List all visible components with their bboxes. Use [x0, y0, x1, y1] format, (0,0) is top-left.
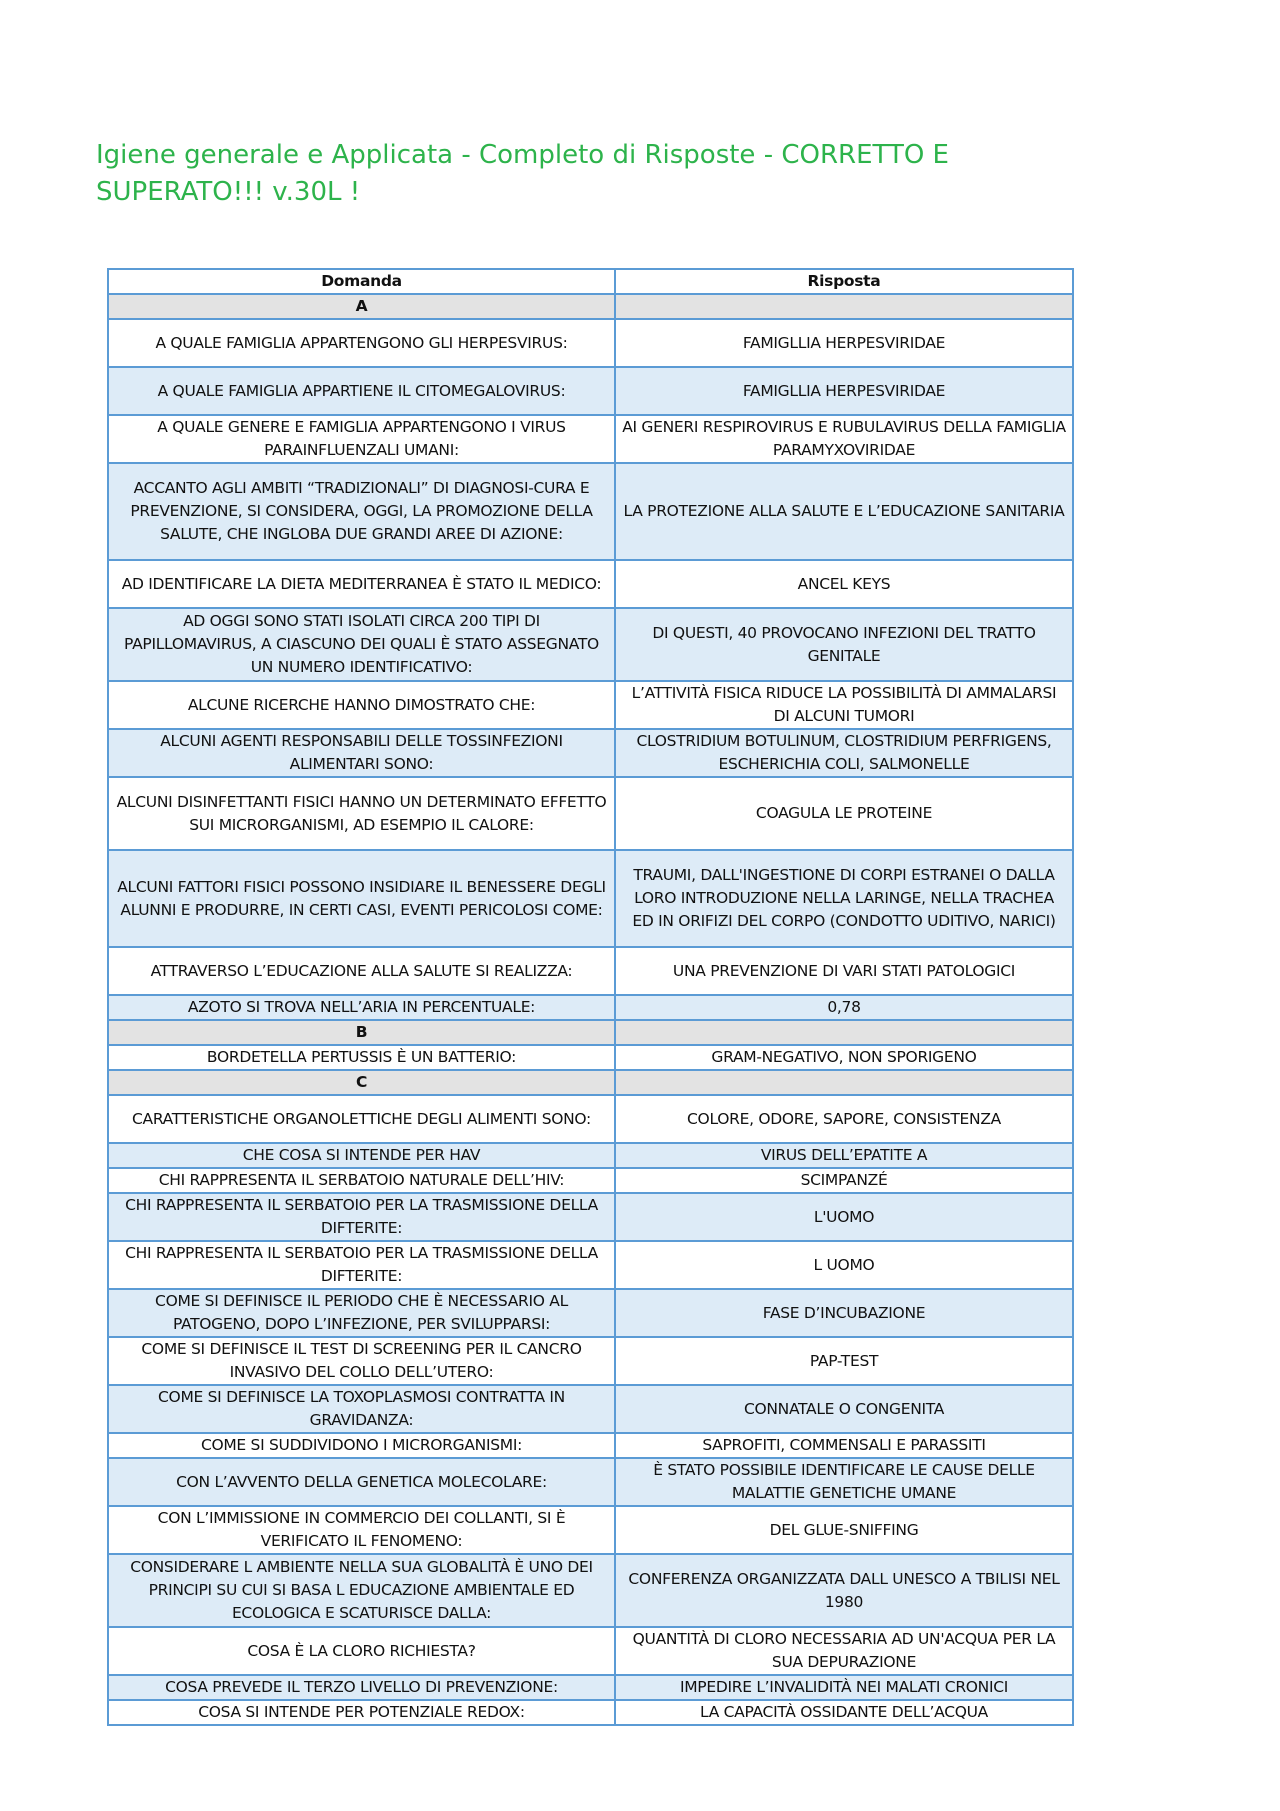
- answer-cell: ANCEL KEYS: [615, 560, 1073, 608]
- table-row: [108, 1675, 1073, 1700]
- question-cell: CHI RAPPRESENTA IL SERBATOIO PER LA TRASMISSIONE DELLA DIFTERITE:: [108, 1241, 615, 1289]
- section-letter: B: [108, 1020, 615, 1045]
- table-row: [108, 1168, 1073, 1193]
- question-cell: COSA PREVEDE IL TERZO LIVELLO DI PREVENZIONE:: [108, 1675, 615, 1700]
- table-row: [108, 681, 1073, 729]
- table-row: [108, 415, 1073, 463]
- answer-cell: FAMIGLLIA HERPESVIRIDAE: [615, 319, 1073, 367]
- answer-cell: DI QUESTI, 40 PROVOCANO INFEZIONI DEL TRATTO GENITALE: [615, 608, 1073, 681]
- answer-cell: LA PROTEZIONE ALLA SALUTE E L’EDUCAZIONE SANITARIA: [615, 463, 1073, 560]
- answer-cell: GRAM-NEGATIVO, NON SPORIGENO: [615, 1045, 1073, 1070]
- letter-section-row: [108, 1070, 1073, 1095]
- question-cell: AD IDENTIFICARE LA DIETA MEDITERRANEA È STATO IL MEDICO:: [108, 560, 615, 608]
- answer-cell: TRAUMI, DALL'INGESTIONE DI CORPI ESTRANEI O DALLA LORO INTRODUZIONE NELLA LARINGE, NELLA TRACHEA ED IN ORIFIZI DEL CORPO (CONDOTTO UDITIVO, NARICI): [615, 850, 1073, 947]
- answer-cell: FAMIGLLIA HERPESVIRIDAE: [615, 367, 1073, 415]
- question-cell: AZOTO SI TROVA NELL’ARIA IN PERCENTUALE:: [108, 995, 615, 1020]
- section-letter-blank: [615, 294, 1073, 319]
- answer-cell: IMPEDIRE L’INVALIDITÀ NEI MALATI CRONICI: [615, 1675, 1073, 1700]
- question-cell: ALCUNI FATTORI FISICI POSSONO INSIDIARE IL BENESSERE DEGLI ALUNNI E PRODURRE, IN CERTI CASI, EVENTI PERICOLOSI COME:: [108, 850, 615, 947]
- answer-cell: PAP-TEST: [615, 1337, 1073, 1385]
- answer-cell: COAGULA LE PROTEINE: [615, 777, 1073, 850]
- answer-cell: UNA PREVENZIONE DI VARI STATI PATOLOGICI: [615, 947, 1073, 995]
- table-header-row: [108, 269, 1073, 294]
- answer-cell: SCIMPANZÉ: [615, 1168, 1073, 1193]
- table-row: [108, 319, 1073, 367]
- answer-cell: L'UOMO: [615, 1193, 1073, 1241]
- question-cell: COME SI DEFINISCE IL PERIODO CHE È NECESSARIO AL PATOGENO, DOPO L’INFEZIONE, PER SVILUPPARSI:: [108, 1289, 615, 1337]
- section-letter-blank: [615, 1020, 1073, 1045]
- question-cell: ACCANTO AGLI AMBITI “TRADIZIONALI” DI DIAGNOSI-CURA E PREVENZIONE, SI CONSIDERA, OGGI, LA PROMOZIONE DELLA SALUTE, CHE INGLOBA DUE GRANDI AREE DI AZIONE:: [108, 463, 615, 560]
- question-cell: CHE COSA SI INTENDE PER HAV: [108, 1143, 615, 1168]
- question-cell: COME SI DEFINISCE LA TOXOPLASMOSI CONTRATTA IN GRAVIDANZA:: [108, 1385, 615, 1433]
- question-cell: A QUALE FAMIGLIA APPARTENGONO GLI HERPESVIRUS:: [108, 319, 615, 367]
- table-row: [108, 367, 1073, 415]
- qa-table: [107, 268, 1074, 1726]
- table-row: [108, 729, 1073, 777]
- answer-cell: AI GENERI RESPIROVIRUS E RUBULAVIRUS DELLA FAMIGLIA PARAMYXOVIRIDAE: [615, 415, 1073, 463]
- table-row: [108, 777, 1073, 850]
- table-row: [108, 1554, 1073, 1627]
- question-cell: CONSIDERARE L AMBIENTE NELLA SUA GLOBALITÀ È UNO DEI PRINCIPI SU CUI SI BASA L EDUCAZIONE AMBIENTALE ED ECOLOGICA E SCATURISCE DALLA:: [108, 1554, 615, 1627]
- answer-cell: COLORE, ODORE, SAPORE, CONSISTENZA: [615, 1095, 1073, 1143]
- question-cell: CON L’IMMISSIONE IN COMMERCIO DEI COLLANTI, SI È VERIFICATO IL FENOMENO:: [108, 1506, 615, 1554]
- table-row: [108, 1458, 1073, 1506]
- table-row: [108, 1241, 1073, 1289]
- answer-cell: FASE D’INCUBAZIONE: [615, 1289, 1073, 1337]
- question-cell: CHI RAPPRESENTA IL SERBATOIO PER LA TRASMISSIONE DELLA DIFTERITE:: [108, 1193, 615, 1241]
- answer-cell: 0,78: [615, 995, 1073, 1020]
- answer-cell: DEL GLUE-SNIFFING: [615, 1506, 1073, 1554]
- document-title: Igiene generale e Applicata - Completo di Risposte - CORRETTO E SUPERATO!!! v.30L !: [96, 140, 949, 207]
- table-row: [108, 850, 1073, 947]
- question-cell: BORDETELLA PERTUSSIS È UN BATTERIO:: [108, 1045, 615, 1070]
- table-row: [108, 1337, 1073, 1385]
- question-cell: COME SI DEFINISCE IL TEST DI SCREENING PER IL CANCRO INVASIVO DEL COLLO DELL’UTERO:: [108, 1337, 615, 1385]
- answer-cell: VIRUS DELL’EPATITE A: [615, 1143, 1073, 1168]
- section-letter: A: [108, 294, 615, 319]
- table-row: [108, 995, 1073, 1020]
- answer-cell: SAPROFITI, COMMENSALI E PARASSITI: [615, 1433, 1073, 1458]
- question-cell: CHI RAPPRESENTA IL SERBATOIO NATURALE DELL’HIV:: [108, 1168, 615, 1193]
- section-letter-blank: [615, 1070, 1073, 1095]
- question-cell: ALCUNE RICERCHE HANNO DIMOSTRATO CHE:: [108, 681, 615, 729]
- table-row: [108, 1506, 1073, 1554]
- question-cell: CARATTERISTICHE ORGANOLETTICHE DEGLI ALIMENTI SONO:: [108, 1095, 615, 1143]
- table-row: [108, 1433, 1073, 1458]
- table-row: [108, 1385, 1073, 1433]
- table-row: [108, 1627, 1073, 1675]
- question-cell: COME SI SUDDIVIDONO I MICRORGANISMI:: [108, 1433, 615, 1458]
- question-cell: A QUALE GENERE E FAMIGLIA APPARTENGONO I VIRUS PARAINFLUENZALI UMANI:: [108, 415, 615, 463]
- question-cell: ALCUNI DISINFETTANTI FISICI HANNO UN DETERMINATO EFFETTO SUI MICRORGANISMI, AD ESEMPIO IL CALORE:: [108, 777, 615, 850]
- table-row: [108, 1289, 1073, 1337]
- question-cell: COSA È LA CLORO RICHIESTA?: [108, 1627, 615, 1675]
- table-row: [108, 947, 1073, 995]
- question-cell: ALCUNI AGENTI RESPONSABILI DELLE TOSSINFEZIONI ALIMENTARI SONO:: [108, 729, 615, 777]
- answer-cell: È STATO POSSIBILE IDENTIFICARE LE CAUSE DELLE MALATTIE GENETICHE UMANE: [615, 1458, 1073, 1506]
- question-cell: COSA SI INTENDE PER POTENZIALE REDOX:: [108, 1700, 615, 1725]
- question-cell: A QUALE FAMIGLIA APPARTIENE IL CITOMEGALOVIRUS:: [108, 367, 615, 415]
- header-answer: Risposta: [615, 269, 1073, 294]
- table-row: [108, 1193, 1073, 1241]
- table-row: [108, 1700, 1073, 1725]
- answer-cell: QUANTITÀ DI CLORO NECESSARIA AD UN'ACQUA PER LA SUA DEPURAZIONE: [615, 1627, 1073, 1675]
- header-question: Domanda: [108, 269, 615, 294]
- answer-cell: L’ATTIVITÀ FISICA RIDUCE LA POSSIBILITÀ DI AMMALARSI DI ALCUNI TUMORI: [615, 681, 1073, 729]
- table-row: [108, 1143, 1073, 1168]
- answer-cell: LA CAPACITÀ OSSIDANTE DELL’ACQUA: [615, 1700, 1073, 1725]
- question-cell: ATTRAVERSO L’EDUCAZIONE ALLA SALUTE SI REALIZZA:: [108, 947, 615, 995]
- table-row: [108, 608, 1073, 681]
- answer-cell: CONFERENZA ORGANIZZATA DALL UNESCO A TBILISI NEL 1980: [615, 1554, 1073, 1627]
- question-cell: AD OGGI SONO STATI ISOLATI CIRCA 200 TIPI DI PAPILLOMAVIRUS, A CIASCUNO DEI QUALI È STATO ASSEGNATO UN NUMERO IDENTIFICATIVO:: [108, 608, 615, 681]
- table-row: [108, 1095, 1073, 1143]
- answer-cell: L UOMO: [615, 1241, 1073, 1289]
- table-row: [108, 1045, 1073, 1070]
- letter-section-row: [108, 1020, 1073, 1045]
- section-letter: C: [108, 1070, 615, 1095]
- letter-section-row: [108, 294, 1073, 319]
- table-row: [108, 463, 1073, 560]
- answer-cell: CLOSTRIDIUM BOTULINUM, CLOSTRIDIUM PERFRIGENS, ESCHERICHIA COLI, SALMONELLE: [615, 729, 1073, 777]
- question-cell: CON L’AVVENTO DELLA GENETICA MOLECOLARE:: [108, 1458, 615, 1506]
- table-body: [108, 294, 1073, 1725]
- answer-cell: CONNATALE O CONGENITA: [615, 1385, 1073, 1433]
- table-row: [108, 560, 1073, 608]
